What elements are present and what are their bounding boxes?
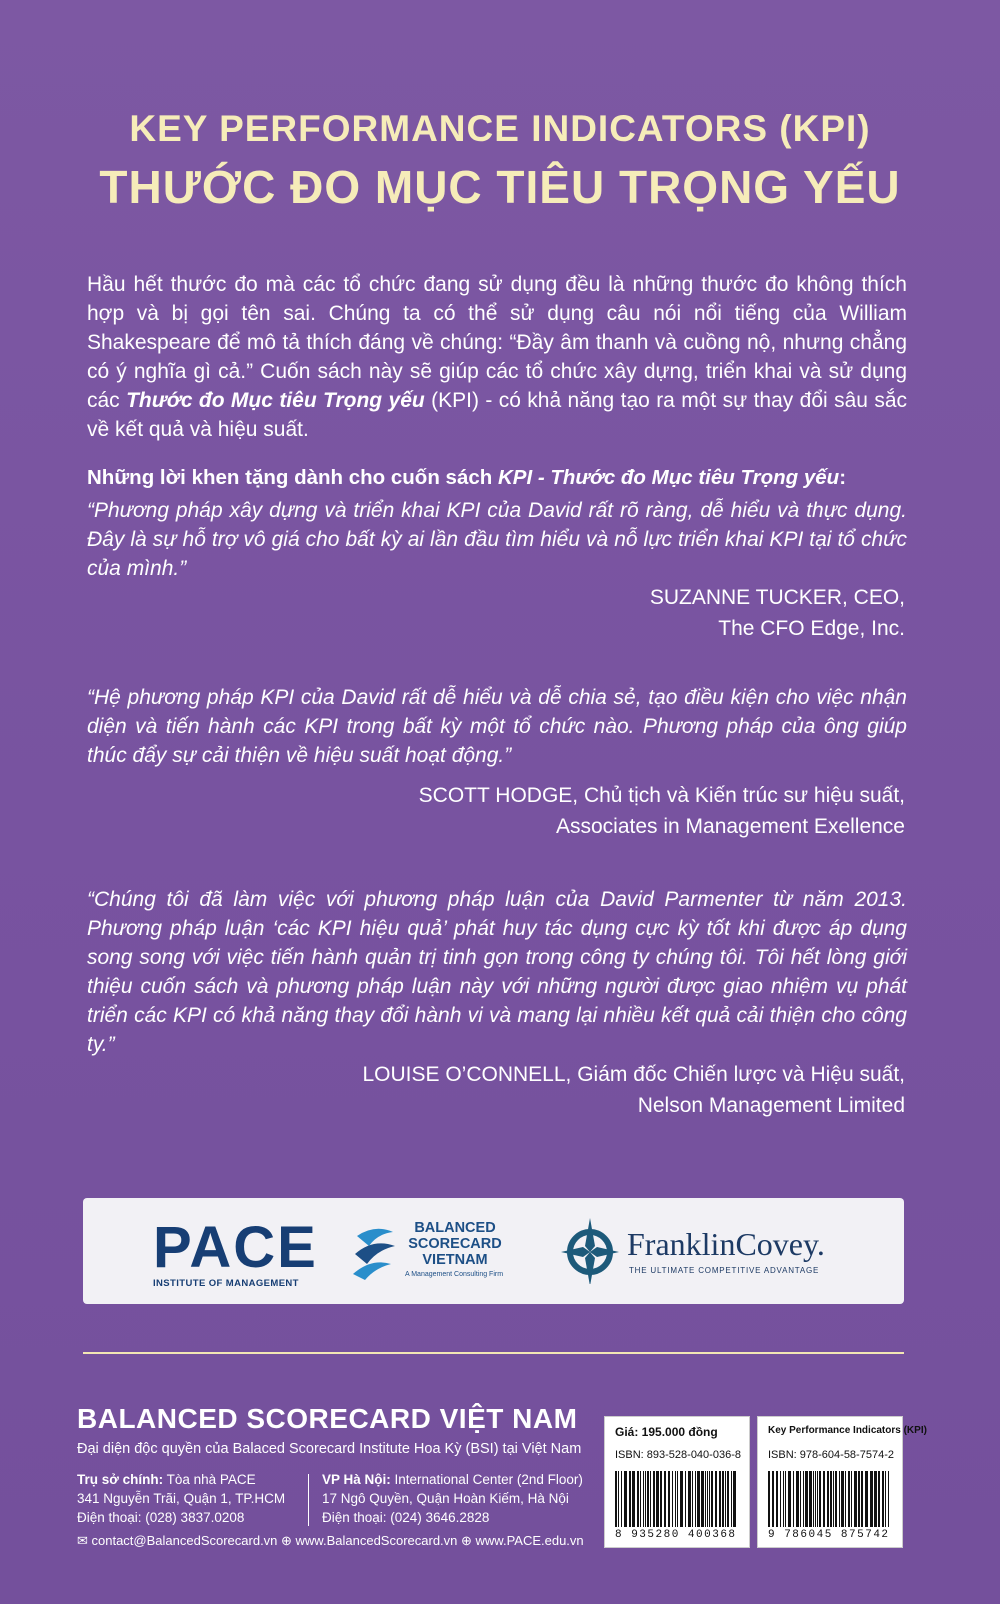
hn-line1: International Center (2nd Floor): [390, 1472, 583, 1487]
pace-logo-sub: INSTITUTE OF MANAGEMENT: [153, 1278, 299, 1289]
praise-heading: [87, 463, 917, 492]
bsv-logo-tag: A Management Consulting Firm: [405, 1271, 504, 1278]
quote-1-author-org: The CFO Edge, Inc.: [718, 617, 905, 640]
publisher-description: Đại diện độc quyền của Balaced Scorecard Institute Hoa Kỳ (BSI) tại Việt Nam: [77, 1441, 582, 1457]
intro-text-2: (KPI) - có khả năng tạo ra một sự thay đổi sâu sắc về kết quả và hiệu suất.: [87, 389, 907, 441]
quote-3-author: [362, 1059, 905, 1121]
compass-icon: [561, 1216, 619, 1284]
price-label: Giá: 195.000 đồng: [615, 1425, 718, 1439]
bsv-logo-line1: BALANCED: [414, 1220, 496, 1236]
contact-line: ✉ contact@BalancedScorecard.vn ⊕ www.BalancedScorecard.vn ⊕ www.PACE.edu.vn: [77, 1533, 584, 1548]
hn-line2: 17 Ngô Quyền, Quận Hoàn Kiếm, Hà Nội: [322, 1491, 569, 1506]
title-vietnamese: THƯỚC ĐO MỤC TIÊU TRỌNG YẾU: [99, 161, 901, 213]
intro-paragraph: [87, 270, 907, 444]
barcode-price: [604, 1416, 750, 1548]
hq-line1: Tòa nhà PACE: [163, 1472, 256, 1487]
divider-line: [83, 1352, 904, 1354]
quote-1-author: [650, 582, 905, 644]
intro-text-1: Hầu hết thước đo mà các tổ chức đang sử dụng đều là những thước đo không thích hợp và bị gọi tên sai. Chúng ta có thể sử dụng câu nói nổi tiếng của William Shakespeare để mô tả thích đáng về chúng: “Đầy âm thanh và cuồng nộ, nhưng chẳng có ý nghĩa gì cả.” Cuốn sách này sẽ giúp các tổ chức xây dựng, triển khai và sử dụng các: [87, 273, 907, 412]
hn-label: VP Hà Nội:: [322, 1472, 391, 1487]
quote-2: “Hệ phương pháp KPI của David rất dễ hiểu và dễ chia sẻ, tạo điều kiện cho việc nhận diện và tiến hành các KPI trong bất kỳ một tổ chức nào. Phương pháp của ông giúp thúc đẩy sự cải thiện về hiệu suất hoạt động.”: [87, 686, 907, 767]
quote-3-author-org: Nelson Management Limited: [637, 1094, 905, 1117]
partner-logos-band: [83, 1198, 904, 1304]
hn-line3: Điện thoại: (024) 3646.2828: [322, 1510, 490, 1525]
bsv-swoosh-icon: [351, 1224, 399, 1280]
quote-2-author: [419, 780, 905, 842]
praise-heading-tail: :: [839, 466, 847, 489]
quote-3: “Chúng tôi đã làm việc với phương pháp luận của David Parmenter từ năm 2013. Phương pháp luận ‘các KPI hiệu quả’ phát huy tác dụng cực kỳ tốt khi được áp dụng song song với việc tiến hành quản trị tinh gọn trong công ty chúng tôi. Tôi hết lòng giới thiệu cuốn sách và phương pháp luận này với những người được giao nhiệm vụ phát triển các KPI có khả năng thay đổi hành vi và mang lại nhiều kết quả cải thiện cho công ty.”: [87, 888, 907, 1056]
isbn-2: ISBN: 978-604-58-7574-2: [768, 1449, 894, 1461]
quote-1-author-name: SUZANNE TUCKER, CEO,: [649, 586, 905, 609]
barcode-2-digits: 9 786045 875742: [768, 1529, 890, 1541]
hq-address: [77, 1470, 285, 1527]
bsv-logo-text: [407, 1220, 503, 1268]
barcode-2-bars: [768, 1471, 892, 1527]
hanoi-address: [322, 1470, 583, 1527]
quote-2-author-org: Associates in Management Exellence: [555, 815, 905, 838]
hq-label: Trụ sở chính:: [77, 1472, 164, 1487]
barcode-1-digits: 8 935280 400368: [615, 1529, 737, 1541]
praise-heading-lead: Những lời khen tặng dành cho cuốn sách: [87, 466, 498, 489]
pace-logo-word: PACE: [153, 1215, 318, 1280]
barcode-isbn: [757, 1416, 927, 1548]
quote-2-author-name: SCOTT HODGE, Chủ tịch và Kiến trúc sư hiệu suất,: [418, 784, 905, 807]
bsv-logo-line3: VIETNAM: [422, 1252, 488, 1268]
publisher-name: BALANCED SCORECARD VIỆT NAM: [77, 1403, 578, 1434]
pace-logo: [153, 1215, 318, 1289]
quote-3-author-name: LOUISE O’CONNELL, Giám đốc Chiến lược và Hiệu suất,: [362, 1063, 905, 1086]
franklincovey-name: FranklinCovey.: [627, 1226, 825, 1262]
quote-1: “Phương pháp xây dựng và triển khai KPI của David rất rõ ràng, dễ hiểu và thực dụng. Đây là sự hỗ trợ vô giá cho bất kỳ ai lần đầu tìm hiểu và nỗ lực triển khai KPI tại tổ chức của mình.”: [87, 499, 907, 580]
title-english: KEY PERFORMANCE INDICATORS (KPI): [129, 108, 871, 149]
barcode-1-bars: [615, 1471, 739, 1527]
isbn-1: ISBN: 893-528-040-036-8: [615, 1449, 741, 1461]
intro-emphasis: Thước đo Mục tiêu Trọng yếu: [126, 389, 425, 412]
praise-heading-book: KPI - Thước đo Mục tiêu Trọng yếu: [497, 466, 840, 489]
franklincovey-tag: THE ULTIMATE COMPETITIVE ADVANTAGE: [629, 1266, 820, 1275]
book-title-label: Key Performance Indicators (KPI): [768, 1425, 927, 1436]
bsv-logo-line2: SCORECARD: [408, 1236, 502, 1252]
address-separator: [308, 1474, 309, 1526]
hq-line3: Điện thoại: (028) 3837.0208: [77, 1510, 245, 1525]
hq-line2: 341 Nguyễn Trãi, Quận 1, TP.HCM: [77, 1491, 286, 1506]
